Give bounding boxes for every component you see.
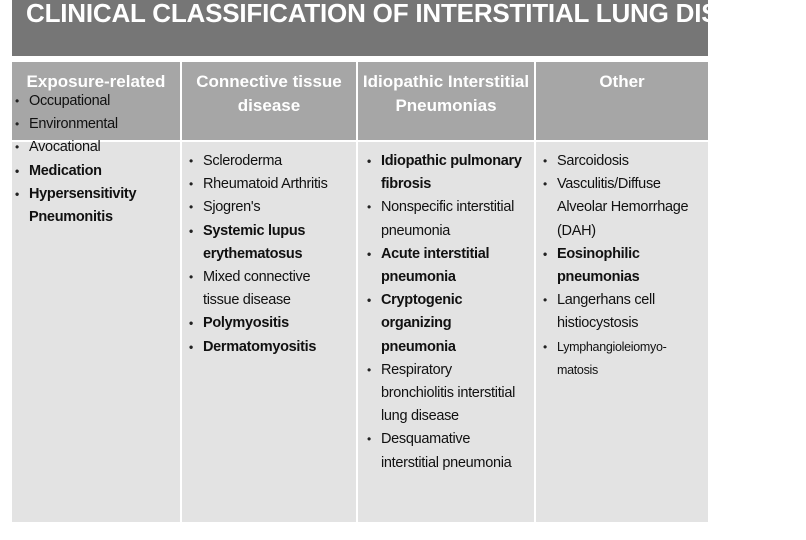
list-item: • Lymphangioleiomyo- matosis [542, 336, 704, 382]
column-header-line: Pneumonias [395, 96, 497, 115]
list-item: • Sarcoidosis [542, 150, 704, 173]
list-item: • Polymyositis [188, 312, 354, 335]
list-item: • Systemic lupus erythematosus [188, 220, 354, 266]
column-header-connective-tissue-disease [182, 70, 356, 118]
list-item: • Environmental [14, 113, 174, 136]
column-connective-tissue-disease [188, 150, 354, 359]
list-item: • Respiratory bronchiolitis interstitial lung disease [366, 359, 532, 429]
item-list [542, 150, 704, 382]
list-item: • Mixed connective tissue disease [188, 266, 354, 312]
title-bar [12, 0, 806, 56]
item-list [14, 90, 174, 229]
column-header-line: disease [237, 96, 301, 115]
list-item: • Avocational [14, 136, 174, 159]
list-item: • Vasculitis/Diffuse Alveolar Hemorrhage (DAH) [542, 173, 704, 243]
column-divider [356, 62, 358, 522]
list-item: • Cryptogenic organizing pneumonia [366, 289, 532, 359]
column-idiopathic-interstitial-pneumonias [366, 150, 532, 475]
list-item: • Sjogren's [188, 196, 354, 219]
slide-title: CLINICAL CLASSIFICATION OF INTERSTITIAL LUNG DISEASES [26, 0, 806, 28]
list-item: • Scleroderma [188, 150, 354, 173]
slide [12, 0, 806, 522]
column-header-other [536, 70, 708, 94]
column-header-idiopathic-interstitial-pneumonias [358, 70, 534, 118]
item-list [366, 150, 532, 475]
column-header-line: Idiopathic Interstitial [362, 72, 530, 91]
column-header-line: Other [599, 72, 645, 91]
list-item: • Langerhans cell histiocystosis [542, 289, 704, 335]
list-item: • Desquamative interstitial pneumonia [366, 428, 532, 474]
list-item: • Idiopathic pulmonary fibrosis [366, 150, 532, 196]
column-exposure-related [14, 90, 174, 229]
column-header-line: Connective tissue [196, 72, 342, 91]
item-list [188, 150, 354, 359]
list-item: • Hypersensitivity Pneumonitis [14, 183, 174, 229]
list-item: • Nonspecific interstitial pneumonia [366, 196, 532, 242]
list-item: • Rheumatoid Arthritis [188, 173, 354, 196]
classification-table [12, 62, 708, 522]
list-item: • Eosinophilic pneumonias [542, 243, 704, 289]
column-other [542, 150, 704, 382]
list-item: • Occupational [14, 90, 174, 113]
list-item: • Acute interstitial pneumonia [366, 243, 532, 289]
column-header-line: Exposure-related [26, 72, 166, 91]
column-divider [534, 62, 536, 522]
list-item: • Dermatomyositis [188, 336, 354, 359]
column-divider [180, 62, 182, 522]
list-item: • Medication [14, 160, 174, 183]
